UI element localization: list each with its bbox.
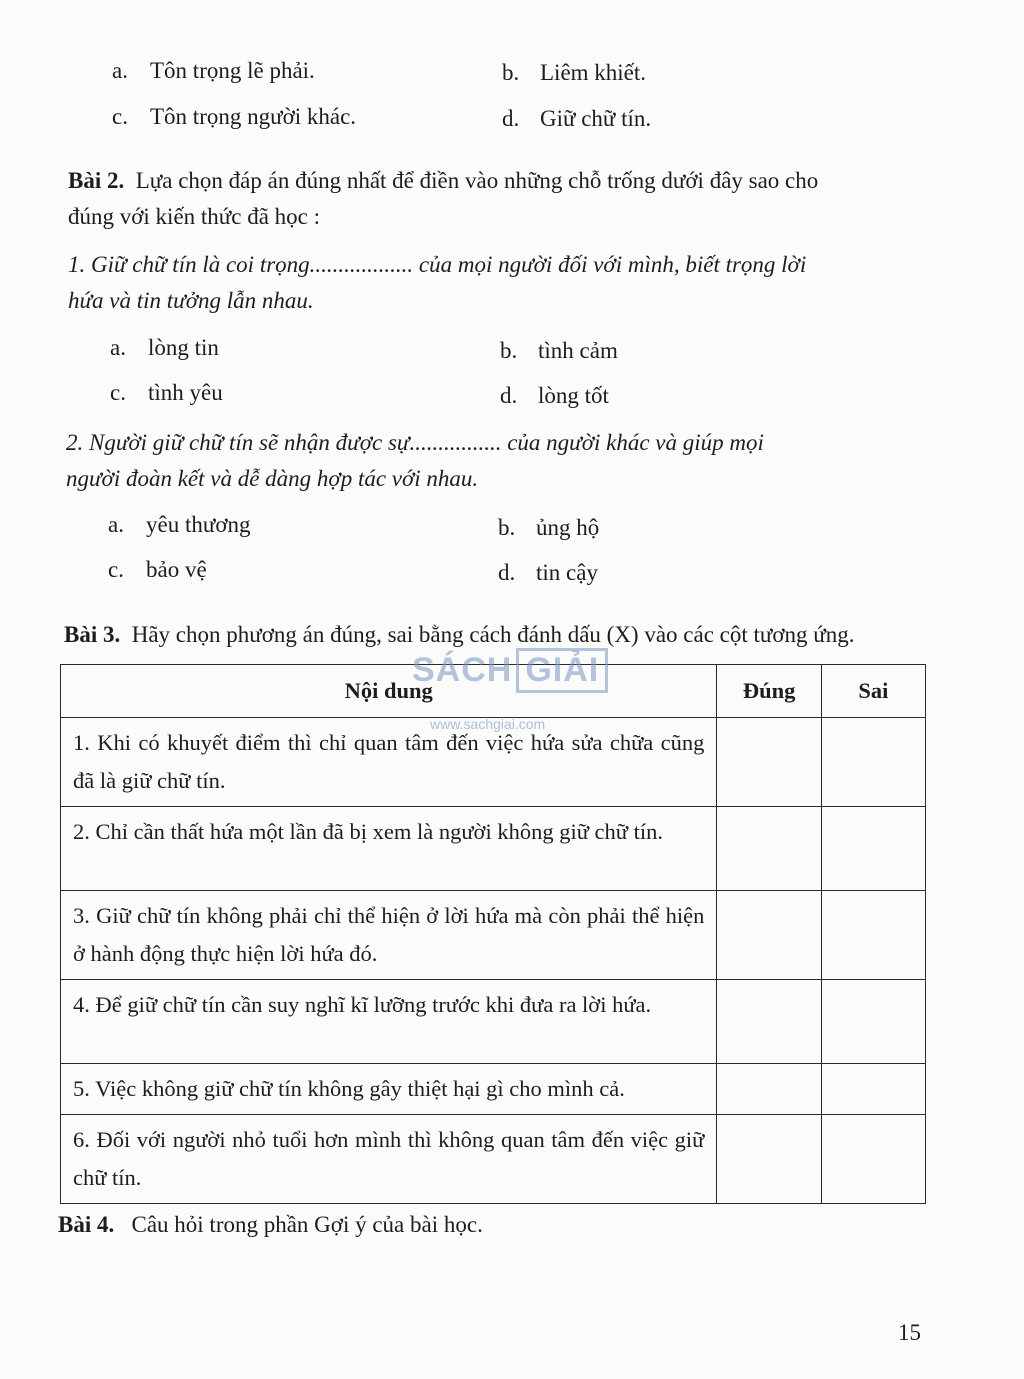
bai2-q1-line1: 1. Giữ chữ tín là coi trọng.................. của mọi người đối với mình, biết trọng lời — [68, 252, 807, 277]
sai-cell[interactable] — [821, 1115, 925, 1204]
option-text: Tôn trọng người khác. — [150, 104, 357, 129]
bai2-q2-line2: người đoàn kết và dễ dàng hợp tác với nhau. — [66, 466, 479, 491]
option-letter: a. — [110, 335, 126, 360]
option-text: yêu thương — [146, 512, 251, 537]
header-sai: Sai — [821, 665, 925, 718]
dung-cell[interactable] — [717, 807, 821, 891]
watermark-brand-left: SÁCH — [412, 651, 513, 689]
bai2-q2-option-a — [108, 510, 250, 540]
option-letter: d. — [502, 106, 520, 131]
dung-cell[interactable] — [717, 718, 821, 807]
page-number: 15 — [898, 1320, 921, 1345]
option-text: Tôn trọng lẽ phải. — [150, 58, 315, 83]
header-dung: Đúng — [717, 665, 821, 718]
table-row — [61, 807, 926, 891]
watermark-brand-right: GIẢI — [516, 648, 608, 693]
option-letter: c. — [108, 557, 124, 582]
dung-cell[interactable] — [717, 1115, 821, 1204]
option-letter: a. — [108, 512, 124, 537]
option-letter: a. — [112, 58, 128, 83]
watermark-url: www.sachgiai.com — [430, 716, 546, 732]
bai2-q1-line2: hứa và tin tưởng lẫn nhau. — [68, 288, 314, 313]
row-content: 4. Để giữ chữ tín cần suy nghĩ kĩ lưỡng trước khi đưa ra lời hứa. — [61, 980, 717, 1064]
bai2-q2-option-b — [498, 513, 599, 543]
bai2-q1-option-b — [500, 336, 618, 366]
sai-cell[interactable] — [821, 980, 925, 1064]
row-content: 3. Giữ chữ tín không phải chỉ thể hiện ở lời hứa mà còn phải thể hiện ở hành động thực hiện lời hứa đó. — [61, 891, 717, 980]
bai2-q1-option-a — [110, 333, 219, 363]
header-content: Nội dung — [61, 665, 717, 718]
option-text: tình cảm — [538, 338, 618, 363]
bai4-label: Bài 4. — [58, 1212, 115, 1237]
sai-cell[interactable] — [821, 1064, 925, 1115]
bai2-q1-option-d — [500, 381, 609, 411]
dung-cell[interactable] — [717, 980, 821, 1064]
option-text: Liêm khiết. — [540, 60, 647, 85]
bai4-text: Câu hỏi trong phần Gợi ý của bài học. — [131, 1212, 483, 1237]
row-content: 5. Việc không giữ chữ tín không gây thiệt hại gì cho mình cả. — [61, 1064, 717, 1115]
table-row — [61, 1064, 926, 1115]
bai2-instruction-text: Lựa chọn đáp án đúng nhất để điền vào những chỗ trống dưới đây sao cho — [135, 168, 819, 193]
option-text: ủng hộ — [536, 515, 600, 540]
row-content: 1. Khi có khuyết điểm thì chỉ quan tâm đến việc hứa sửa chữa cũng đã là giữ chữ tín. — [61, 718, 717, 807]
option-text: tin cậy — [536, 560, 598, 585]
option-text: bảo vệ — [146, 557, 207, 582]
bai2-q2-option-d — [498, 558, 598, 588]
bai4 — [58, 1210, 483, 1240]
option-letter: c. — [112, 104, 128, 129]
option-d — [502, 104, 651, 134]
bai3-instruction — [64, 620, 855, 650]
dung-cell[interactable] — [717, 1064, 821, 1115]
dung-cell[interactable] — [717, 891, 821, 980]
sai-cell[interactable] — [821, 807, 925, 891]
bai2-q1-option-c — [110, 378, 223, 408]
option-text: lòng tốt — [538, 383, 609, 408]
table-row — [61, 1115, 926, 1204]
bai3-instruction-text: Hãy chọn phương án đúng, sai bằng cách đánh dấu (X) vào các cột tương ứng. — [131, 622, 855, 647]
table-row — [61, 891, 926, 980]
row-content: 6. Đối với người nhỏ tuổi hơn mình thì không quan tâm đến việc giữ chữ tín. — [61, 1115, 717, 1204]
option-letter: b. — [498, 515, 516, 540]
bai2-label: Bài 2. — [68, 168, 125, 193]
option-letter: d. — [500, 383, 518, 408]
bai2-instruction-line2: đúng với kiến thức đã học : — [68, 204, 321, 229]
option-b — [502, 58, 646, 88]
option-letter: b. — [500, 338, 518, 363]
option-text: lòng tin — [148, 335, 219, 360]
option-letter: d. — [498, 560, 516, 585]
option-c — [112, 102, 356, 132]
option-text: tình yêu — [148, 380, 223, 405]
true-false-table — [60, 664, 926, 1204]
bai2-q2-line1: 2. Người giữ chữ tín sẽ nhận được sự................ của người khác và giúp mọi — [66, 430, 764, 455]
bai2-instruction-line1 — [68, 166, 818, 196]
sai-cell[interactable] — [821, 891, 925, 980]
option-a — [112, 56, 315, 86]
row-content: 2. Chỉ cần thất hứa một lần đã bị xem là người không giữ chữ tín. — [61, 807, 717, 891]
option-letter: b. — [502, 60, 520, 85]
bai3-label: Bài 3. — [64, 622, 121, 647]
watermark-logo — [412, 648, 608, 693]
option-letter: c. — [110, 380, 126, 405]
table-row — [61, 980, 926, 1064]
sai-cell[interactable] — [821, 718, 925, 807]
bai2-q2-option-c — [108, 555, 207, 585]
option-text: Giữ chữ tín. — [540, 106, 652, 131]
